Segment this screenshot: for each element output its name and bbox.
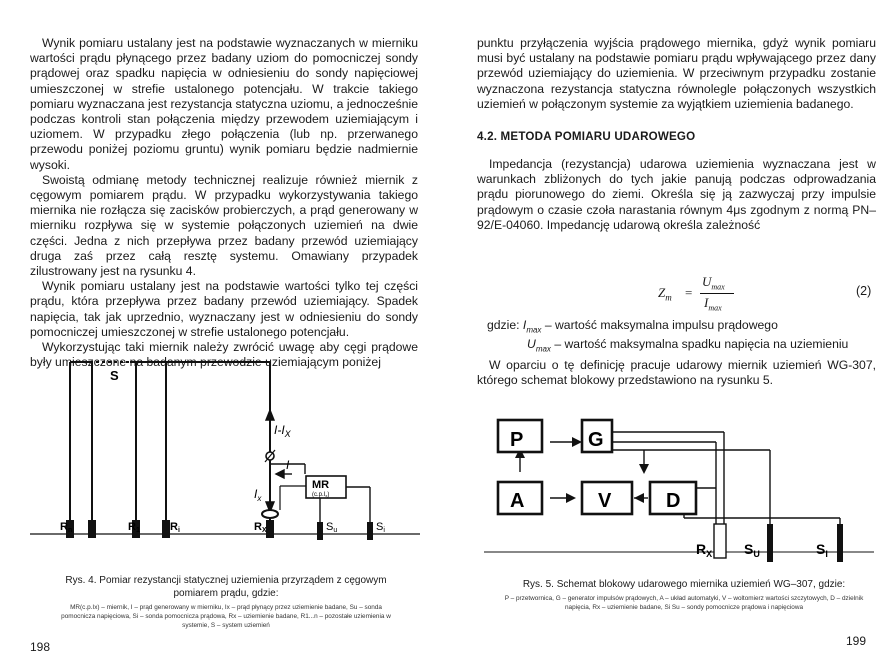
paragraph: Impedancja (rezystancja) udarowa uziemienia wyznaczana jest w warunkach zbliżonych do tych jakie panują podczas odprowadzania prądu piorunowego do ziemi. Określa się ją zazwyczaj przy impulsie prądowym o czasie czoła narastania równym 4μs zgodnym z normą PN–92/E-04060. Impedancję udarową określa zależność bbox=[477, 157, 876, 232]
caption-legend: MR(c.p.Ix) – miernik, I – prąd generowany w mierniku, Ix – prąd płynący przez uziemienie badane, Su – sonda pomocnicza napięciowa, Si – sonda pomocnicza prądowa, Rx – uziemienie badane, R1...n – pozostałe uziemienia w systemie, S – system uziemień bbox=[61, 604, 391, 629]
paragraph: Wynik pomiaru ustalany jest na podstawie wartości tylko tej części prądu, która przepływa przez badany przewód uziemiający. Spadek napięcia, tak jak uprzednio, wyznaczany jest w odniesieniu do sondy pomocniczej umieszczonej w strefie ustalonego potencjału. bbox=[30, 279, 418, 339]
block-v: V bbox=[598, 490, 612, 512]
paragraph: W oparciu o tę definicję pracuje udarowy miernik uziemień WG-307, którego schemat blokowy przedstawiono na rysunku 5. bbox=[477, 358, 876, 388]
left-page-text bbox=[30, 36, 418, 370]
formula-number: (2) bbox=[856, 284, 872, 298]
page-number-left: 198 bbox=[30, 640, 51, 654]
gdzie-prefix: gdzie: bbox=[487, 318, 520, 332]
figure-4-diagram bbox=[30, 352, 420, 570]
caption-legend: P – przetwornica, G – generator impulsów prądowych, A – układ automatyki, V – woltomierz wartości szczytowych, D – dzielnik napięcia, Rx – uziemienie badane, Si Su – sondy pomocnicze prądowa i napięciowa bbox=[504, 595, 864, 611]
formula-denominator: $I_{max}$ bbox=[704, 295, 722, 313]
caption-title: Rys. 4. Pomiar rezystancji statycznej uziemienia przyrządem z cęgowym pomiarem prądu, gdzie: bbox=[65, 575, 387, 599]
label-mr-sub: (c.p.Ix) bbox=[312, 492, 330, 498]
label-ri: Ri bbox=[170, 521, 180, 534]
paragraph: punktu przyłączenia wyjścia prądowego miernika, gdyż wynik pomiaru musi być ustalany na podstawie pomiaru prądu wpływającego przez dany przewód uziemiający do uziemienia. W przeciwnym przypadku zostanie wyznaczona rezystancja statyczna równolegle połączonych wszystkich uziemień w połączonym systemie za wyjątkiem uziemienia badanego. bbox=[477, 36, 876, 111]
paragraph: Swoistą odmianę metody technicznej realizuje również miernik z cęgowym pomiarem prądu. W przypadku wykorzystywania takiego miernika nie rozłącza się zacisków probierczych, a prąd generowany w mierniku rozpływa się w systemie połączonych uziemień na dwie części. Jedna z nich przepływa przez badany przewód uziemiający druga zaś przez całą resztę systemu. Omawiany przypadek zilustrowany jest na rysunku 4. bbox=[30, 172, 418, 279]
gdzie-line-2: – wartość maksymalna spadku napięcia na uziemieniu bbox=[554, 337, 849, 352]
block-a: A bbox=[510, 490, 525, 512]
figure-4-caption bbox=[56, 574, 396, 630]
label-su: $S_U$ bbox=[744, 541, 760, 559]
block-d: D bbox=[666, 490, 681, 512]
figure-5-caption bbox=[498, 578, 870, 612]
formula-lhs: $Z_m$ bbox=[658, 285, 672, 303]
formula-numerator: $U_{max}$ bbox=[702, 274, 725, 292]
label-si: $S_I$ bbox=[816, 541, 828, 559]
block-g: G bbox=[588, 429, 604, 451]
paragraph: Wynik pomiaru ustalany jest na podstawie wyznaczanych w mierniku wartości prądu płynącego przez badany uziom do pomocniczej sondy prądowej oraz spadku napięcia w odniesieniu do sondy napięciowej umieszczonej w strefie ustalonego potencjału. W trakcie takiego pomiaru wyznaczana jest rezystancja statyczna uziomu, a jednocześnie podczas kontroli stan połączenia między przewodem uziemiającym i uziomem. W przypadku złego połączenia (lub np. przerwanego przewodu poniżej poziomu gruntu) wynik pomiaru będzie nadmiernie wysoki. bbox=[30, 36, 418, 172]
label-r1: R1 bbox=[128, 521, 140, 534]
block-p: P bbox=[510, 429, 524, 451]
gdzie-block: gdzie: $I_{max}$ – wartość maksymalna impulsu prądowego $U_{max}$ – wartość maksymalna spadku napięcia na uziemieniu bbox=[487, 318, 849, 354]
formula bbox=[658, 276, 778, 316]
label-s: S bbox=[110, 368, 119, 383]
figure-5-diagram bbox=[484, 406, 874, 576]
label-i-minus-ix: $I-I_X$ bbox=[274, 423, 291, 439]
label-mr: MR bbox=[312, 479, 330, 491]
page-number-right: 199 bbox=[846, 634, 867, 648]
label-i: I bbox=[286, 458, 290, 472]
section-title: 4.2. METODA POMIARU UDAROWEGO bbox=[477, 130, 696, 144]
label-si: Si bbox=[376, 521, 385, 534]
label-rx: RX bbox=[254, 521, 267, 534]
gdzie-line-1: – wartość maksymalna impulsu prądowego bbox=[544, 318, 778, 332]
label-ix: $I_x$ bbox=[254, 487, 262, 503]
label-rx: $R_X$ bbox=[696, 541, 713, 559]
right-page-text bbox=[477, 36, 876, 233]
formula-equals: = bbox=[685, 285, 693, 300]
right-paragraph-3 bbox=[477, 358, 876, 388]
paragraph: Wykorzystując taki miernik należy zwrócić uwagę aby cęgi prądowe były umieszczone na badanym przewodzie uziemiającym poniżej bbox=[30, 340, 418, 370]
caption-title: Rys. 5. Schemat blokowy udarowego miernika uziemień WG–307, gdzie: bbox=[522, 579, 846, 590]
label-su: Su bbox=[326, 521, 338, 534]
label-rn: Rn bbox=[60, 521, 73, 534]
formula-fraction-bar bbox=[700, 293, 734, 294]
